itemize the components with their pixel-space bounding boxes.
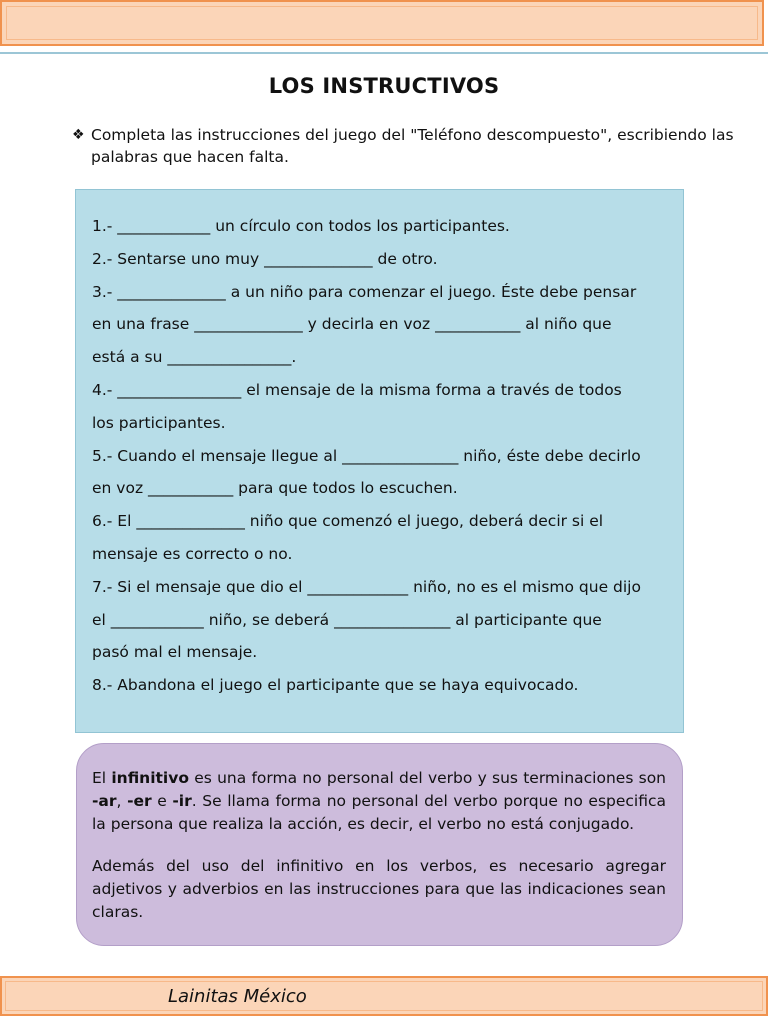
- info-text: e: [151, 792, 173, 810]
- steps-list: [92, 210, 672, 702]
- step-line: 4.- ________________ el mensaje de la misma forma a través de todos: [92, 380, 622, 399]
- infinitive-info-box: [76, 743, 683, 946]
- step-line: 7.- Si el mensaje que dio el _____________ niño, no es el mismo que dijo: [92, 577, 641, 596]
- ending-ir: -ir: [172, 792, 192, 810]
- step-line: está a su ________________.: [92, 348, 297, 367]
- step-line: pasó mal el mensaje.: [92, 643, 258, 662]
- step-line: 6.- El ______________ niño que comenzó el juego, deberá decir si el: [92, 512, 604, 531]
- info-text: . Se llama forma no personal del verbo porque no especifica la persona que realiza la acción, es decir, el verbo no está conjugado.: [92, 792, 667, 833]
- instruction: [72, 124, 742, 168]
- ending-ar: -ar: [92, 792, 117, 810]
- ending-er: -er: [127, 792, 152, 810]
- page-title: LOS INSTRUCTIVOS: [268, 74, 500, 98]
- step-line: 1.- ____________ un círculo con todos los participantes.: [92, 217, 510, 235]
- info-text: ,: [116, 792, 128, 810]
- info-text: El: [92, 769, 112, 787]
- instruction-text: Completa las instrucciones del juego del "Teléfono descompuesto", escribiendo las palabras que hacen falta.: [91, 126, 734, 166]
- step-line: 8.- Abandona el juego el participante que se haya equivocado.: [92, 676, 579, 695]
- step-line: en voz ___________ para que todos lo escuchen.: [92, 479, 458, 498]
- footer-text: Lainitas México: [168, 986, 307, 1007]
- info-text: es una forma no personal del verbo y sus terminaciones son: [189, 769, 667, 787]
- footer-band: [0, 976, 768, 1016]
- info-bold-term: infinitivo: [111, 769, 190, 787]
- diamond-bullet-icon: ❖: [72, 127, 85, 143]
- step-line: el ____________ niño, se deberá _______________ al participante que: [92, 610, 602, 629]
- info-paragraph-1: [92, 767, 666, 836]
- footer-band-inner: [5, 981, 763, 1011]
- step-line: mensaje es correcto o no.: [92, 544, 293, 563]
- step-line: 5.- Cuando el mensaje llegue al _______________ niño, éste debe decirlo: [92, 446, 641, 465]
- header-band: [0, 0, 764, 46]
- header-band-inner: [6, 6, 758, 40]
- step-line: en una frase ______________ y decirla en voz ___________ al niño que: [92, 315, 612, 334]
- step-line: 2.- Sentarse uno muy ______________ de otro.: [92, 249, 438, 268]
- step-line: los participantes.: [92, 413, 226, 432]
- steps-box: [75, 189, 684, 733]
- header-rule: [0, 52, 768, 54]
- info-paragraph-2: Además del uso del infinitivo en los verbos, es necesario agregar adjetivos y adverbios en las instrucciones para que las indicaciones sean claras.: [92, 857, 666, 921]
- step-line: 3.- ______________ a un niño para comenzar el juego. Éste debe pensar: [92, 282, 637, 301]
